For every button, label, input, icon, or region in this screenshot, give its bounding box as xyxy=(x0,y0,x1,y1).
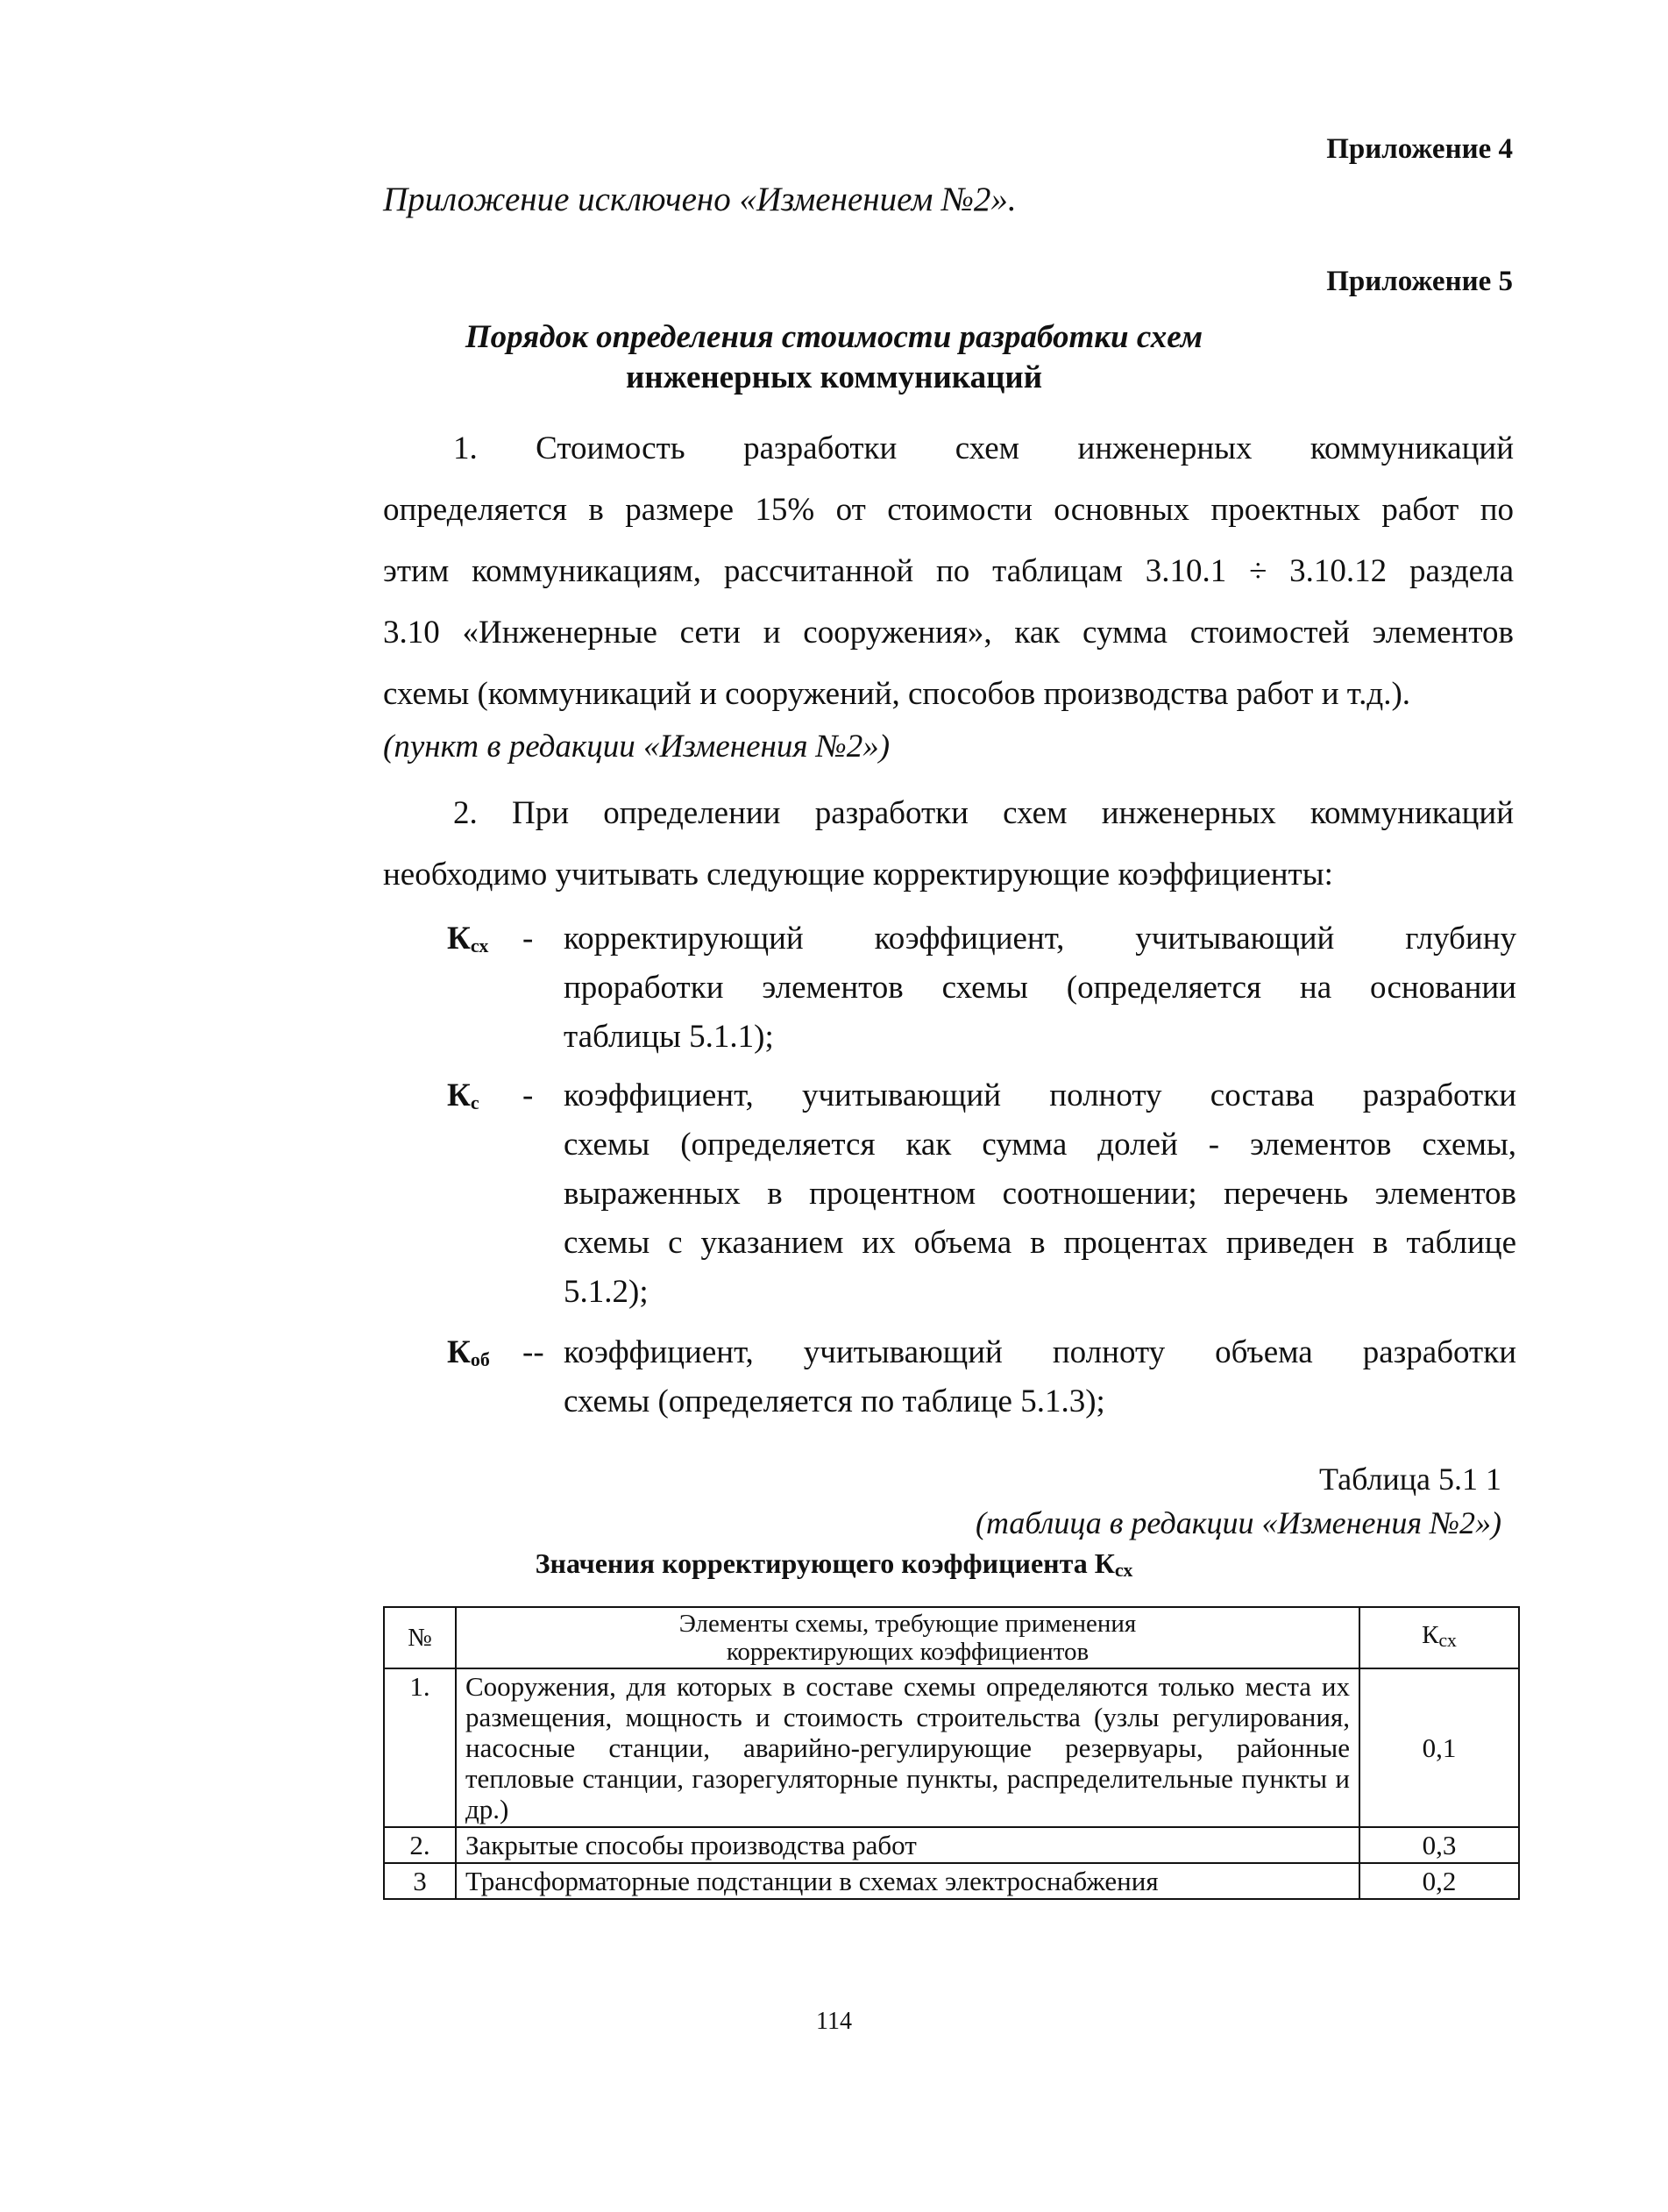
paragraph-1 xyxy=(383,418,1514,769)
row-value: 0,3 xyxy=(1359,1827,1519,1863)
title-line-1: Порядок определения стоимости разработки схем xyxy=(465,319,1203,355)
appendix4-excluded-note: Приложение исключено «Изменением №2». xyxy=(383,181,1017,218)
header-coef: $К_{сх}$ xyxy=(1359,1607,1519,1668)
coefficient-symbol: $К_{сх}$ xyxy=(447,921,489,957)
table-header-row xyxy=(384,1607,1519,1668)
table-row xyxy=(384,1827,1519,1863)
row-num: 3 xyxy=(384,1863,456,1899)
paragraph-line: 3.10 «Инженерные сети и сооружения», как сумма стоимостей элементов xyxy=(383,615,1514,651)
row-text: Сооружения, для которых в составе схемы определяются только места их размещения, мощность и стоимость строительства (узлы регулирования, насосные станции, аварийно-регулирующие резервуары, районные тепловые станции, газорегуляторные пункты, распределительные пункты и др.) xyxy=(456,1668,1359,1827)
title-line-2: инженерных коммуникаций xyxy=(625,359,1043,395)
table-row xyxy=(384,1863,1519,1899)
paragraph-line: 2. При определении разработки схем инженерных коммуникаций xyxy=(453,795,1514,831)
paragraph-2 xyxy=(383,783,1514,906)
row-value: 0,2 xyxy=(1359,1863,1519,1899)
header-elements: Элементы схемы, требующие применения корректирующих коэффициентов xyxy=(456,1607,1359,1668)
coefficient-description: коэффициент, учитывающий полноту состава разработки схемы (определяется как сумма долей - элементов схемы, выраженных в процентном соотношении; перечень элементов схемы с указанием их объема в процентах приведен в таблице 5.1.2); xyxy=(564,1078,1516,1310)
coefficient-symbol: $К_{об}$ xyxy=(447,1334,490,1370)
coefficient-dash: -- xyxy=(522,1334,544,1370)
paragraph-line: 1. Стоимость разработки схем инженерных коммуникаций xyxy=(453,430,1514,466)
table-label-block xyxy=(976,1457,1501,1545)
paragraph-line: определяется в размере 15% от стоимости основных проектных работ по xyxy=(383,492,1514,528)
coefficient-symbol: $К_с$ xyxy=(447,1078,479,1113)
table-row xyxy=(384,1668,1519,1827)
table-label: Таблица 5.1 1 xyxy=(1319,1462,1501,1497)
row-value: 0,1 xyxy=(1359,1668,1519,1827)
header-num: № xyxy=(384,1607,456,1668)
appendix5-heading: Приложение 5 xyxy=(1326,266,1513,297)
edition-note: (пункт в редакции «Изменения №2») xyxy=(383,729,891,765)
table-title: Значения корректирующего коэффициента $К_{сх}$ xyxy=(535,1547,1133,1581)
row-text: Трансформаторные подстанции в схемах электроснабжения xyxy=(456,1863,1359,1899)
coefficient-description: корректирующий коэффициент, учитывающий глубину проработки элементов схемы (определяется на основании таблицы 5.1.1); xyxy=(564,921,1516,1055)
appendix5-title xyxy=(0,317,1668,398)
table-edition-note: (таблица в редакции «Изменения №2») xyxy=(976,1505,1501,1540)
paragraph-line: необходимо учитывать следующие корректирующие коэффициенты: xyxy=(383,857,1333,893)
coefficient-kcx xyxy=(447,914,1516,1062)
coefficient-kc xyxy=(447,1071,1516,1317)
coefficient-description: коэффициент, учитывающий полноту объема разработки схемы (определяется по таблице 5.1.3); xyxy=(564,1334,1516,1419)
coefficient-table xyxy=(383,1606,1520,1900)
row-num: 2. xyxy=(384,1827,456,1863)
appendix4-heading: Приложение 4 xyxy=(1326,133,1513,165)
page-number: 114 xyxy=(816,2008,852,2035)
paragraph-line: схемы (коммуникаций и сооружений, способов производства работ и т.д.). xyxy=(383,676,1411,712)
coefficient-dash: - xyxy=(522,1078,534,1113)
row-text: Закрытые способы производства работ xyxy=(456,1827,1359,1863)
coefficient-kob xyxy=(447,1328,1516,1426)
paragraph-line: этим коммуникациям, рассчитанной по таблицам 3.10.1 ÷ 3.10.12 раздела xyxy=(383,553,1514,589)
row-num: 1. xyxy=(384,1668,456,1827)
coefficient-dash: - xyxy=(522,921,534,957)
